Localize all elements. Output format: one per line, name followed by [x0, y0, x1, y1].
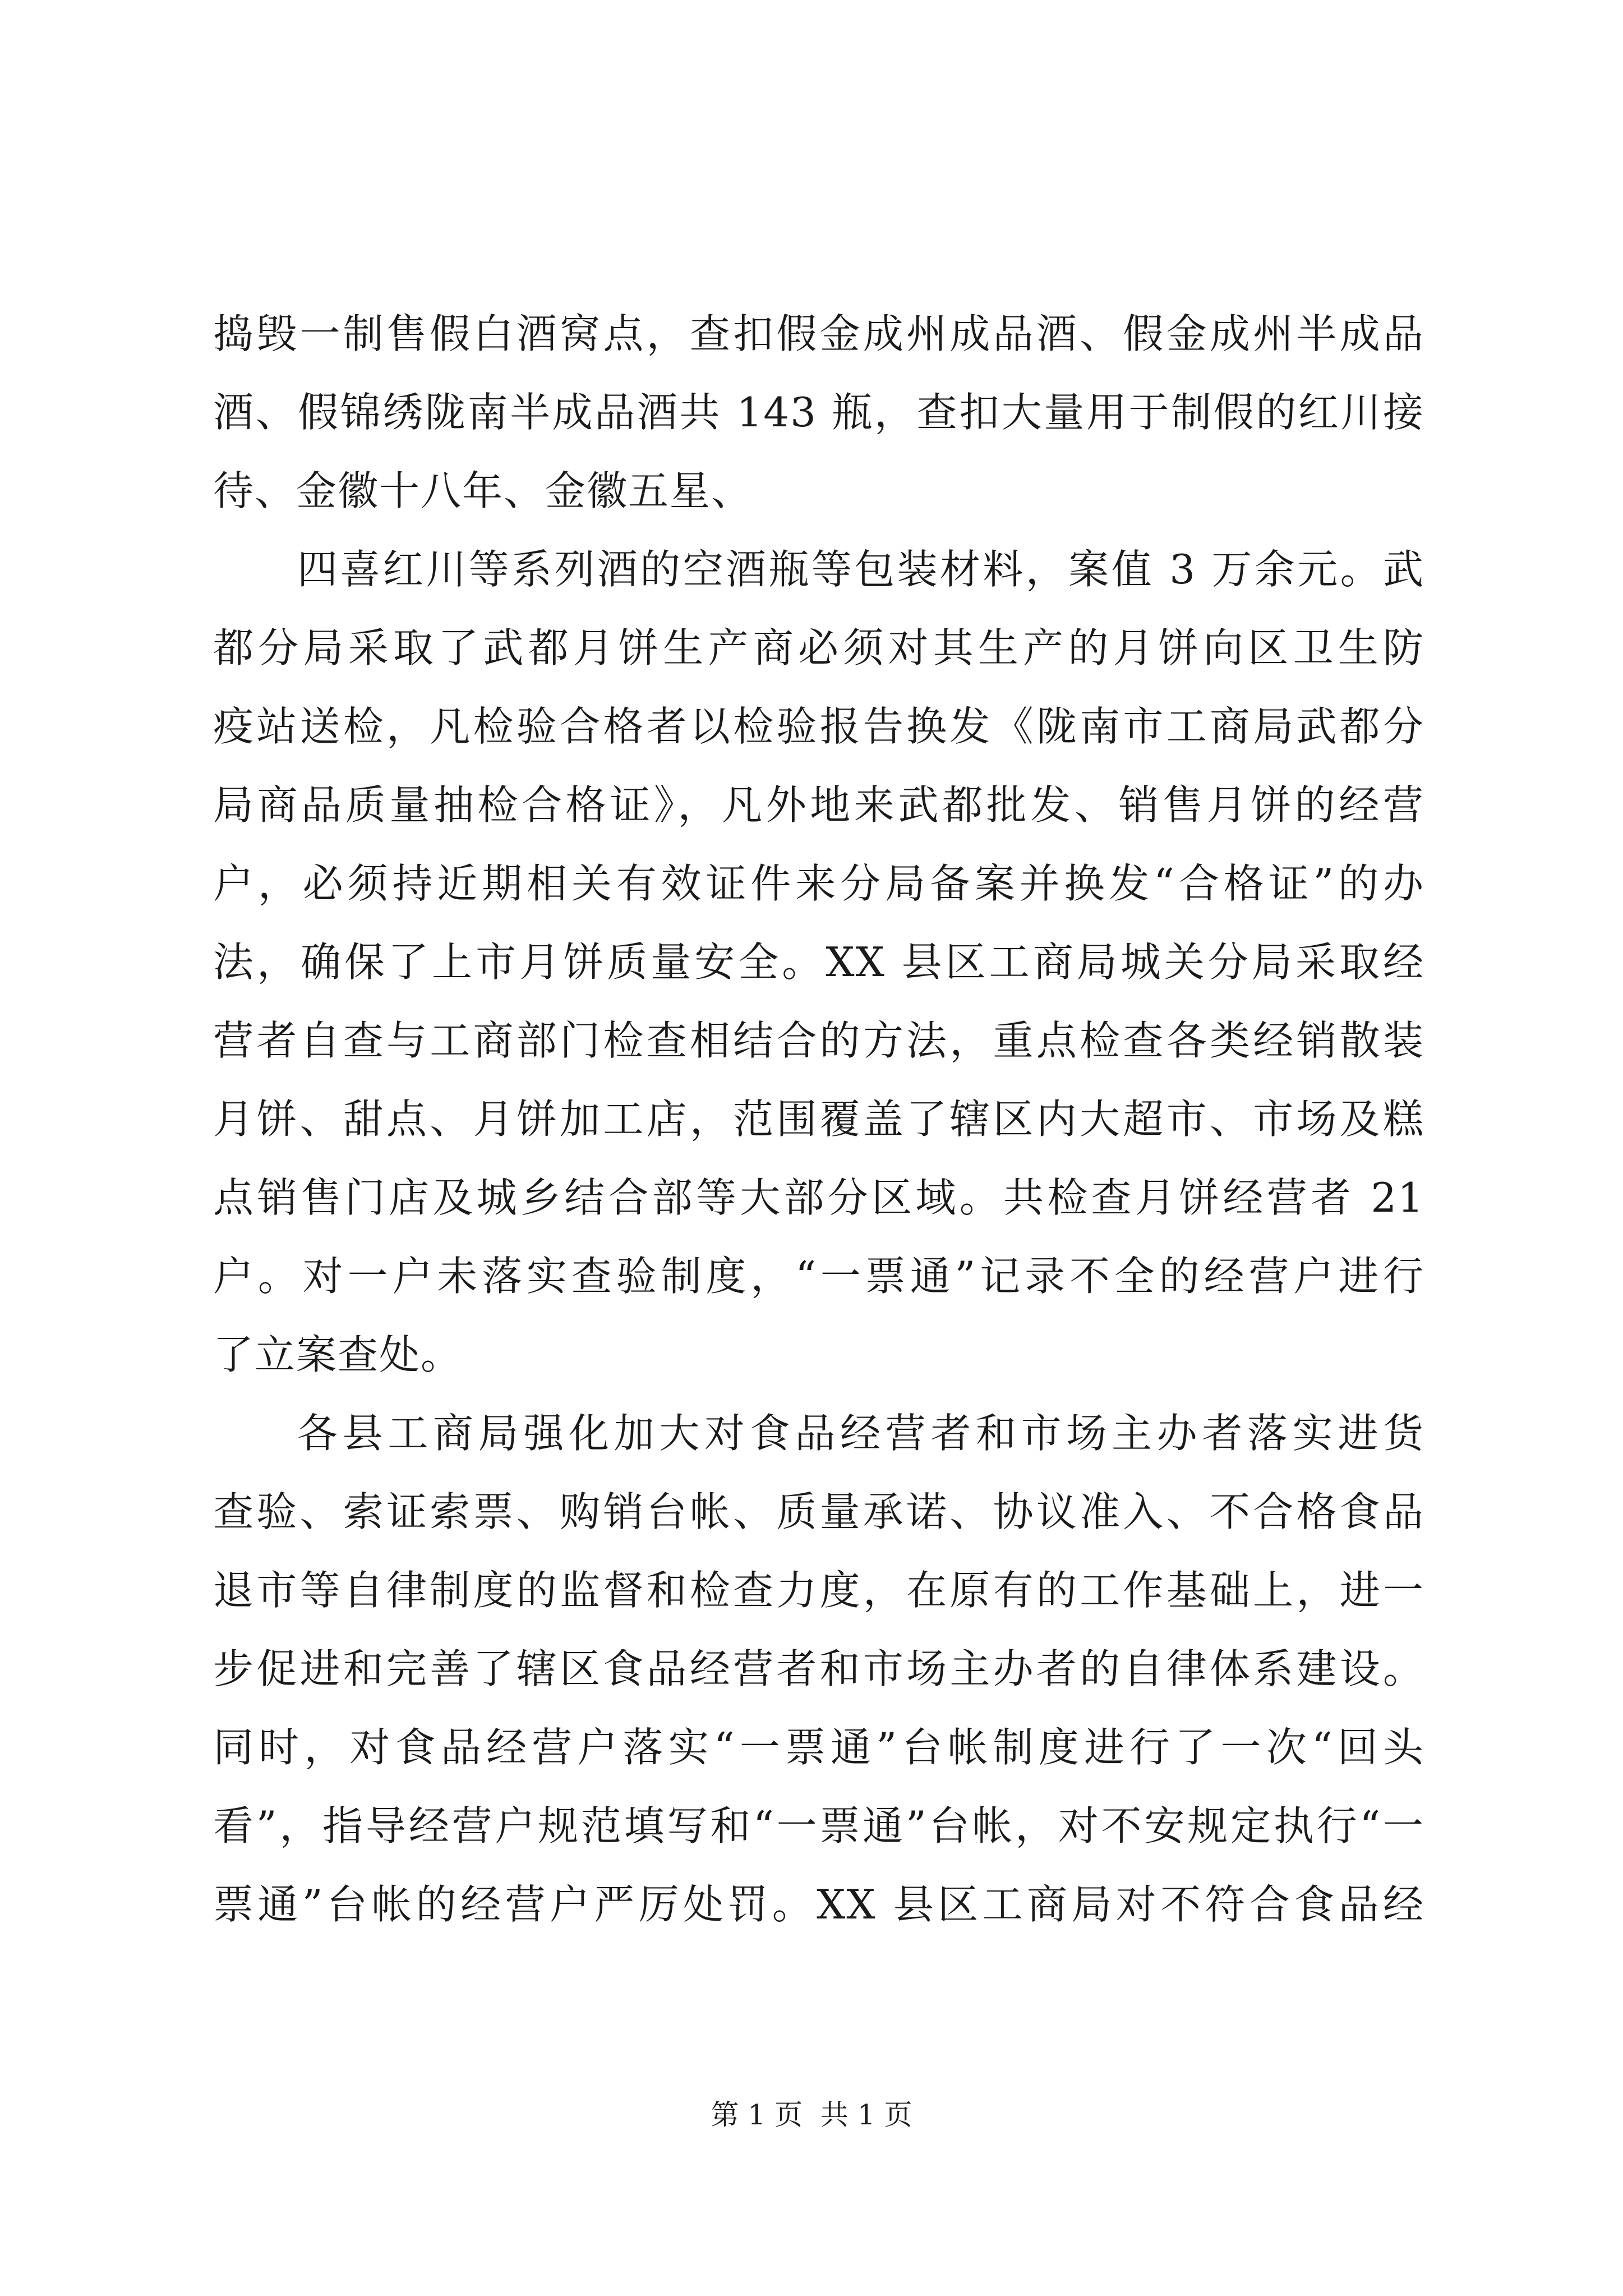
text-line: 酒、假锦绣陇南半成品酒共 143 瓶，查扣大量用于制假的红川接	[213, 389, 1424, 436]
page-footer: 第 1 页 共 1 页	[711, 2099, 912, 2131]
text-line: 点销售门店及城乡结合部等大部分区域。共检查月饼经营者 21	[213, 1174, 1424, 1221]
text-line: 局商品质量抽检合格证》，凡外地来武都批发、销售月饼的经营	[213, 781, 1424, 829]
text-line: 票通”台帐的经营户严厉处罚。XX 县区工商局对不符合食品经	[213, 1881, 1424, 1928]
text-line: 法，确保了上市月饼质量安全。XX 县区工商局城关分局采取经	[213, 938, 1424, 986]
text-line: 疫站送检，凡检验合格者以检验报告换发《陇南市工商局武都分	[213, 703, 1424, 750]
text-line: 户。对一户未落实查验制度，“一票通”记录不全的经营户进行	[213, 1253, 1424, 1300]
text-line: 营者自查与工商部门检查相结合的方法，重点检查各类经销散装	[213, 1017, 1424, 1064]
text-line: 退市等自律制度的监督和检查力度，在原有的工作基础上，进一	[213, 1567, 1424, 1614]
text-line: 了立案查处。	[213, 1331, 463, 1378]
text-line: 捣毁一制售假白酒窝点，查扣假金成州成品酒、假金成州半成品	[213, 310, 1424, 357]
text-line: 月饼、甜点、月饼加工店，范围覆盖了辖区内大超市、市场及糕	[213, 1096, 1424, 1143]
text-line: 看”，指导经营户规范填写和“一票通”台帐，对不安规定执行“一	[213, 1802, 1424, 1849]
text-line: 查验、索证索票、购销台帐、质量承诺、协议准入、不合格食品	[213, 1488, 1424, 1535]
text-line: 户，必须持近期相关有效证件来分局备案并换发“合格证”的办	[213, 860, 1424, 907]
text-line: 四喜红川等系列酒的空酒瓶等包装材料，案值 3 万余元。武	[297, 546, 1424, 593]
text-line: 各县工商局强化加大对食品经营者和市场主办者落实进货	[297, 1410, 1424, 1457]
text-line: 同时，对食品经营户落实“一票通”台帐制度进行了一次“回头	[213, 1724, 1424, 1771]
document-body	[213, 295, 1424, 1944]
text-line: 步促进和完善了辖区食品经营者和市场主办者的自律体系建设。	[213, 1645, 1424, 1692]
text-line: 待、金徽十八年、金徽五星、	[213, 467, 753, 514]
text-line: 都分局采取了武都月饼生产商必须对其生产的月饼向区卫生防	[213, 624, 1424, 671]
